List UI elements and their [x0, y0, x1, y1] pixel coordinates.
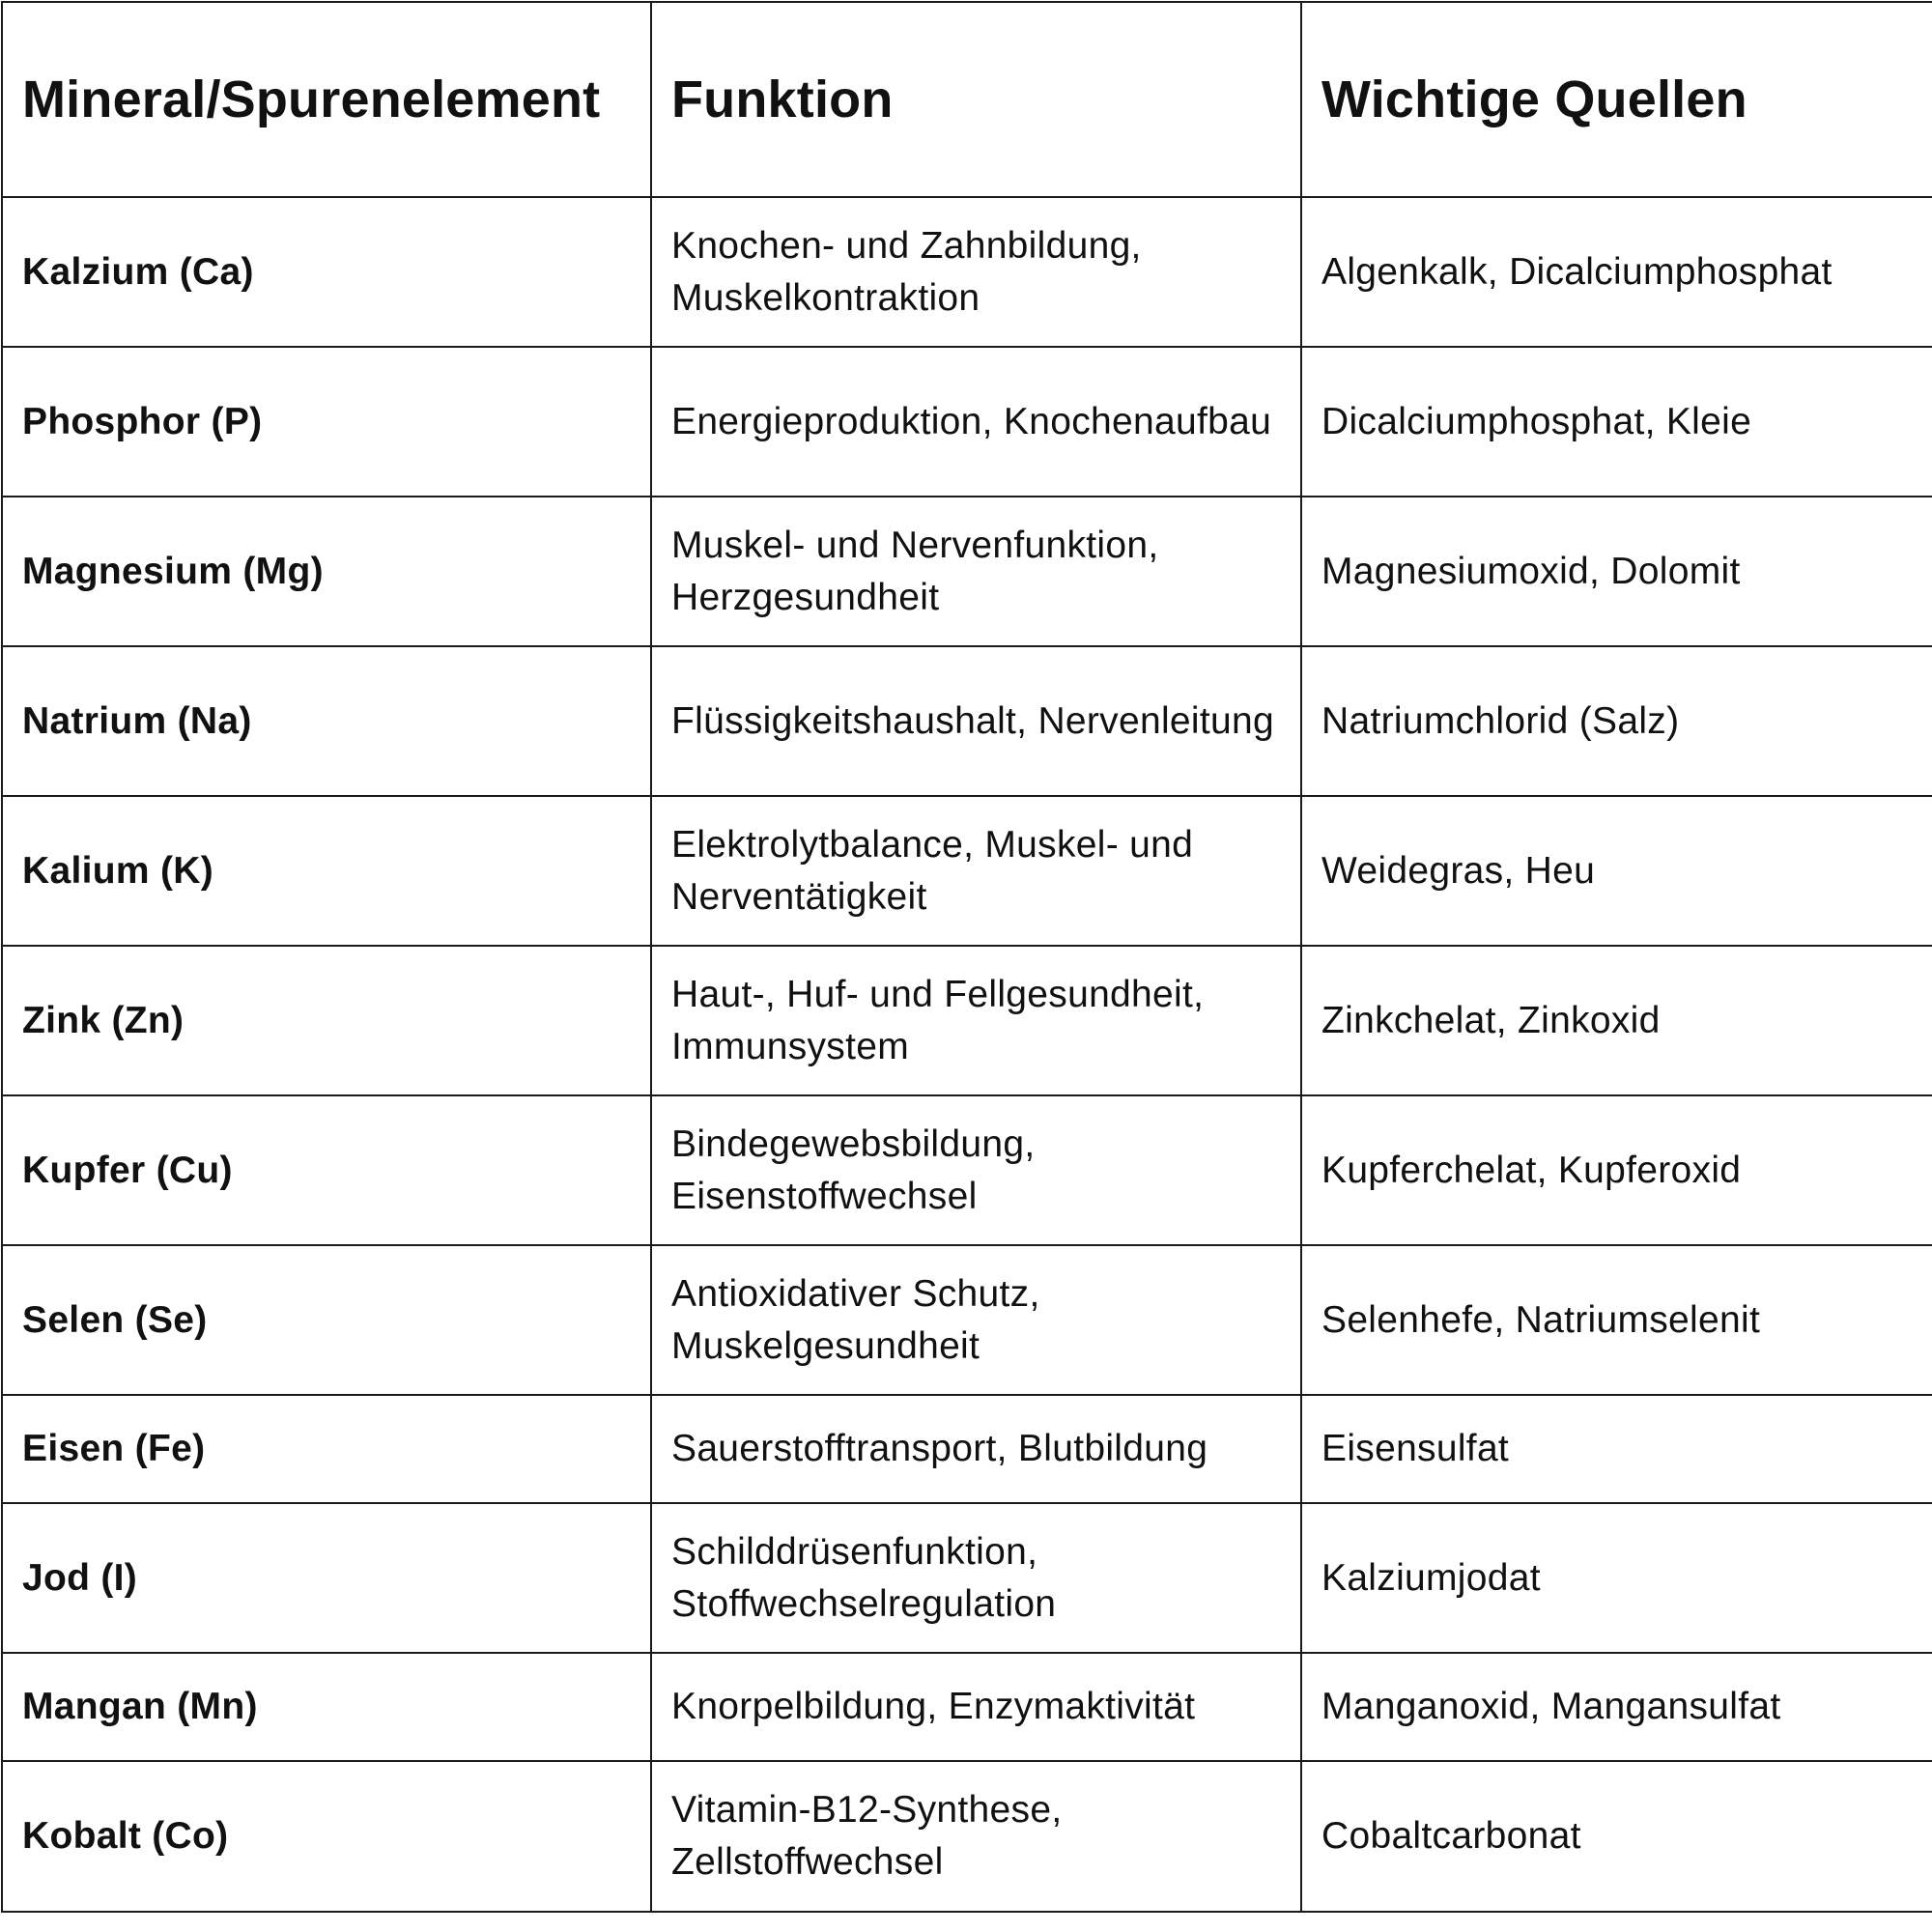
table-header-row [2, 2, 1932, 197]
mineral-name-cell: Kalzium (Ca) [2, 197, 651, 347]
table-row [2, 497, 1932, 646]
function-cell: Knochen- und Zahnbildung, Muskelkontraktion [651, 197, 1301, 347]
function-cell: Schilddrüsenfunktion, Stoffwechselregulation [651, 1503, 1301, 1653]
sources-cell: Natriumchlorid (Salz) [1301, 646, 1932, 796]
mineral-name-cell: Jod (I) [2, 1503, 651, 1653]
sources-cell: Zinkchelat, Zinkoxid [1301, 946, 1932, 1095]
mineral-name-cell: Kupfer (Cu) [2, 1095, 651, 1245]
mineral-name-cell: Mangan (Mn) [2, 1653, 651, 1761]
mineral-name-cell: Magnesium (Mg) [2, 497, 651, 646]
function-cell: Antioxidativer Schutz, Muskelgesundheit [651, 1245, 1301, 1395]
sources-cell: Algenkalk, Dicalciumphosphat [1301, 197, 1932, 347]
table-row [2, 796, 1932, 946]
function-cell: Elektrolytbalance, Muskel- und Nerventätigkeit [651, 796, 1301, 946]
function-cell: Knorpelbildung, Enzymaktivität [651, 1653, 1301, 1761]
function-cell: Vitamin-B12-Synthese, Zellstoffwechsel [651, 1761, 1301, 1912]
table-row [2, 1245, 1932, 1395]
sources-cell: Magnesiumoxid, Dolomit [1301, 497, 1932, 646]
function-cell: Sauerstofftransport, Blutbildung [651, 1395, 1301, 1503]
sources-cell: Manganoxid, Mangansulfat [1301, 1653, 1932, 1761]
minerals-table [1, 1, 1932, 1913]
table-row [2, 946, 1932, 1095]
mineral-name-cell: Kobalt (Co) [2, 1761, 651, 1912]
header-sources: Wichtige Quellen [1301, 2, 1932, 197]
function-cell: Bindegewebsbildung, Eisenstoffwechsel [651, 1095, 1301, 1245]
function-cell: Energieproduktion, Knochenaufbau [651, 347, 1301, 497]
sources-cell: Kupferchelat, Kupferoxid [1301, 1095, 1932, 1245]
table-row [2, 1653, 1932, 1761]
mineral-name-cell: Kalium (K) [2, 796, 651, 946]
mineral-name-cell: Natrium (Na) [2, 646, 651, 796]
table-row [2, 197, 1932, 347]
function-cell: Haut-, Huf- und Fellgesundheit, Immunsystem [651, 946, 1301, 1095]
table-row [2, 1503, 1932, 1653]
table-row [2, 347, 1932, 497]
function-cell: Muskel- und Nervenfunktion, Herzgesundheit [651, 497, 1301, 646]
table-row [2, 1395, 1932, 1503]
sources-cell: Selenhefe, Natriumselenit [1301, 1245, 1932, 1395]
sources-cell: Cobaltcarbonat [1301, 1761, 1932, 1912]
mineral-name-cell: Selen (Se) [2, 1245, 651, 1395]
header-mineral: Mineral/Spurenelement [2, 2, 651, 197]
header-function: Funktion [651, 2, 1301, 197]
sources-cell: Eisensulfat [1301, 1395, 1932, 1503]
sources-cell: Dicalciumphosphat, Kleie [1301, 347, 1932, 497]
function-cell: Flüssigkeitshaushalt, Nervenleitung [651, 646, 1301, 796]
table-row [2, 646, 1932, 796]
mineral-name-cell: Phosphor (P) [2, 347, 651, 497]
sources-cell: Kalziumjodat [1301, 1503, 1932, 1653]
mineral-name-cell: Eisen (Fe) [2, 1395, 651, 1503]
mineral-name-cell: Zink (Zn) [2, 946, 651, 1095]
table-row [2, 1761, 1932, 1912]
sources-cell: Weidegras, Heu [1301, 796, 1932, 946]
table-row [2, 1095, 1932, 1245]
